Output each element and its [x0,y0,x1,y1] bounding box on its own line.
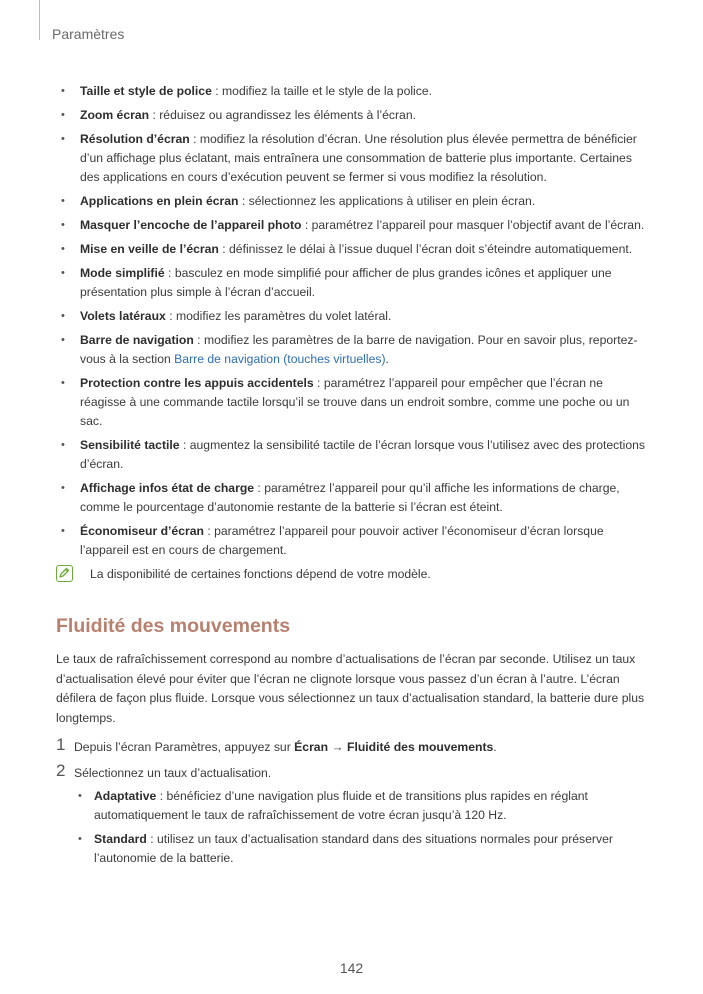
item-term: Barre de navigation [80,333,194,347]
list-item: • Résolution d’écran : modifiez la résolution d’écran. Une résolution plus élevée permettra de bénéficier d’un affichage plus éclatant, mais entraînera une consommation de batterie plus importante. Certaines des applications en cours d’exécution peuvent se fermer si vous modifiez la résolution. [61,132,637,184]
item-text: : augmentez la sensibilité tactile de l’écran lorsque vous l’utilisez avec des protections d’écran. [80,438,645,471]
step-text-end: . [493,740,497,754]
item-term: Affichage infos état de charge [80,481,255,495]
step-number: 2 [56,761,66,780]
header-rule [39,0,40,40]
item-term: Standard [94,832,147,846]
list-item: • Taille et style de police : modifiez la taille et le style de la police. [61,84,433,98]
note-pencil-icon [56,565,73,582]
section-intro: Le taux de rafraîchissement correspond au nombre d’actualisations de l’écran par seconde. Utilisez un taux d’actualisation élevé pour éviter que l’écran ne clignote lorsque vous passez d’un écran à l’autre. L’écran défilera de façon plus fluide. Lorsque vous sélectionnez un taux d’actualisation standard, la batterie dure plus longtemps. [56,652,645,725]
item-text: : définissez le délai à l’issue duquel l’écran doit s’éteindre automatiquement. [218,242,633,256]
item-term: Zoom écran [80,108,150,122]
note-text: La disponibilité de certaines fonctions dépend de votre modèle. [90,567,431,581]
item-text: : bénéficiez d’une navigation plus fluide et de transitions plus rapides en réglant automatiquement le taux de rafraîchissement de votre écran jusqu’à 120 Hz. [94,789,588,822]
list-item: • Sensibilité tactile : augmentez la sensibilité tactile de l’écran lorsque vous l’utilisez avec des protections d’écran. [61,438,645,471]
item-text: : paramétrez l’appareil pour masquer l’objectif avant de l’écran. [301,218,645,232]
step-text: Sélectionnez un taux d’actualisation. [74,766,272,780]
list-item: • Économiseur d’écran : paramétrez l’appareil pour pouvoir activer l’économiseur d’écran lorsque l’appareil est en cours de chargement. [61,524,604,557]
item-term: Économiseur d’écran [80,524,204,538]
list-item: • Affichage infos état de charge : paramétrez l’appareil pour qu’il affiche les informations de charge, comme le pourcentage d’autonomie restante de la batterie si l’écran est éteint. [61,481,620,514]
page-header-title: Paramètres [52,26,125,42]
item-text: : paramétrez l’appareil pour empêcher que l’écran ne réagisse à une commande tactile lorsqu’il se trouve dans un endroit sombre, comme une poche ou un sac. [80,376,630,428]
item-text: : utilisez un taux d’actualisation standard dans des situations normales pour préserver l’autonomie de la batterie. [94,832,613,865]
section-title: Fluidité des mouvements [56,615,291,637]
item-term: Protection contre les appuis accidentels [80,376,314,390]
list-item: • Volets latéraux : modifiez les paramètres du volet latéral. [61,309,392,323]
settings-list [56,82,650,560]
list-item: • Masquer l’encoche de l’appareil photo : paramétrez l’appareil pour masquer l’objectif avant de l’écran. [61,218,645,232]
refresh-rate-options [74,787,650,868]
item-text: : sélectionnez les applications à utiliser en plein écran. [238,194,536,208]
item-term: Résolution d’écran [80,132,190,146]
item-text: : réduisez ou agrandissez les éléments à l’écran. [149,108,417,122]
main-content [56,82,650,875]
step-number: 1 [56,735,66,754]
item-term: Applications en plein écran [80,194,239,208]
sub-list-item: • Adaptative : bénéficiez d’une navigation plus fluide et de transitions plus rapides en réglant automatiquement le taux de rafraîchissement de votre écran jusqu’à 120 Hz. [78,789,588,822]
list-item: • Zoom écran : réduisez ou agrandissez les éléments à l’écran. [61,108,417,122]
step-text: Depuis l’écran Paramètres, appuyez sur [74,740,295,754]
item-text: : modifiez la taille et le style de la police. [211,84,433,98]
step-menu-screen: Écran [294,740,329,754]
note-box [56,565,650,587]
item-text: : basculez en mode simplifié pour afficher de plus grandes icônes et appliquer une présentation plus simple à l’écran d’accueil. [80,266,612,299]
item-term: Mise en veille de l’écran [80,242,219,256]
item-text: : modifiez la résolution d’écran. Une résolution plus élevée permettra de bénéficier d’un affichage plus éclatant, mais entraînera une consommation de batterie plus importante. Certaines des applications en cours d’exécution peuvent se fermer si vous modifiez la résolution. [80,132,637,184]
list-item: • Mise en veille de l’écran : définissez le délai à l’issue duquel l’écran doit s’éteindre automatiquement. [61,242,633,256]
step-arrow: → [328,740,347,754]
page-number: 142 [339,960,364,976]
item-term: Taille et style de police [80,84,212,98]
item-text: : modifiez les paramètres du volet latéral. [165,309,392,323]
navigation-bar-section-link[interactable]: Barre de navigation (touches virtuelles) [174,352,386,366]
list-item: • Barre de navigation : modifiez les paramètres de la barre de navigation. Pour en savoir plus, reportez-vous à la section Barre de navigation (touches virtuelles). [61,333,638,366]
item-term: Masquer l’encoche de l’appareil photo [80,218,302,232]
steps-list [56,735,650,868]
item-term: Sensibilité tactile [80,438,180,452]
item-text-end: . [385,352,389,366]
item-term: Adaptative [94,789,157,803]
list-item: • Protection contre les appuis accidentels : paramétrez l’appareil pour empêcher que l’écran ne réagisse à une commande tactile lorsqu’il se trouve dans un endroit sombre, comme une poche ou un sac. [61,376,630,428]
item-text: : modifiez les paramètres de la barre de navigation. Pour en savoir plus, reportez-vous à la section [80,333,638,366]
list-item: • Applications en plein écran : sélectionnez les applications à utiliser en plein écran. [61,194,536,208]
item-term: Volets latéraux [80,309,166,323]
item-term: Mode simplifié [80,266,165,280]
step-item [56,761,650,868]
step-item [56,735,650,757]
list-item: • Mode simplifié : basculez en mode simplifié pour afficher de plus grandes icônes et appliquer une présentation plus simple à l’écran d’accueil. [61,266,612,299]
item-text: : paramétrez l’appareil pour pouvoir activer l’économiseur d’écran lorsque l’appareil est en cours de chargement. [80,524,604,557]
item-text: : paramétrez l’appareil pour qu’il affiche les informations de charge, comme le pourcentage d’autonomie restante de la batterie si l’écran est éteint. [80,481,620,514]
sub-list-item: • Standard : utilisez un taux d’actualisation standard dans des situations normales pour préserver l’autonomie de la batterie. [78,832,613,865]
step-menu-motion: Fluidité des mouvements [347,740,494,754]
